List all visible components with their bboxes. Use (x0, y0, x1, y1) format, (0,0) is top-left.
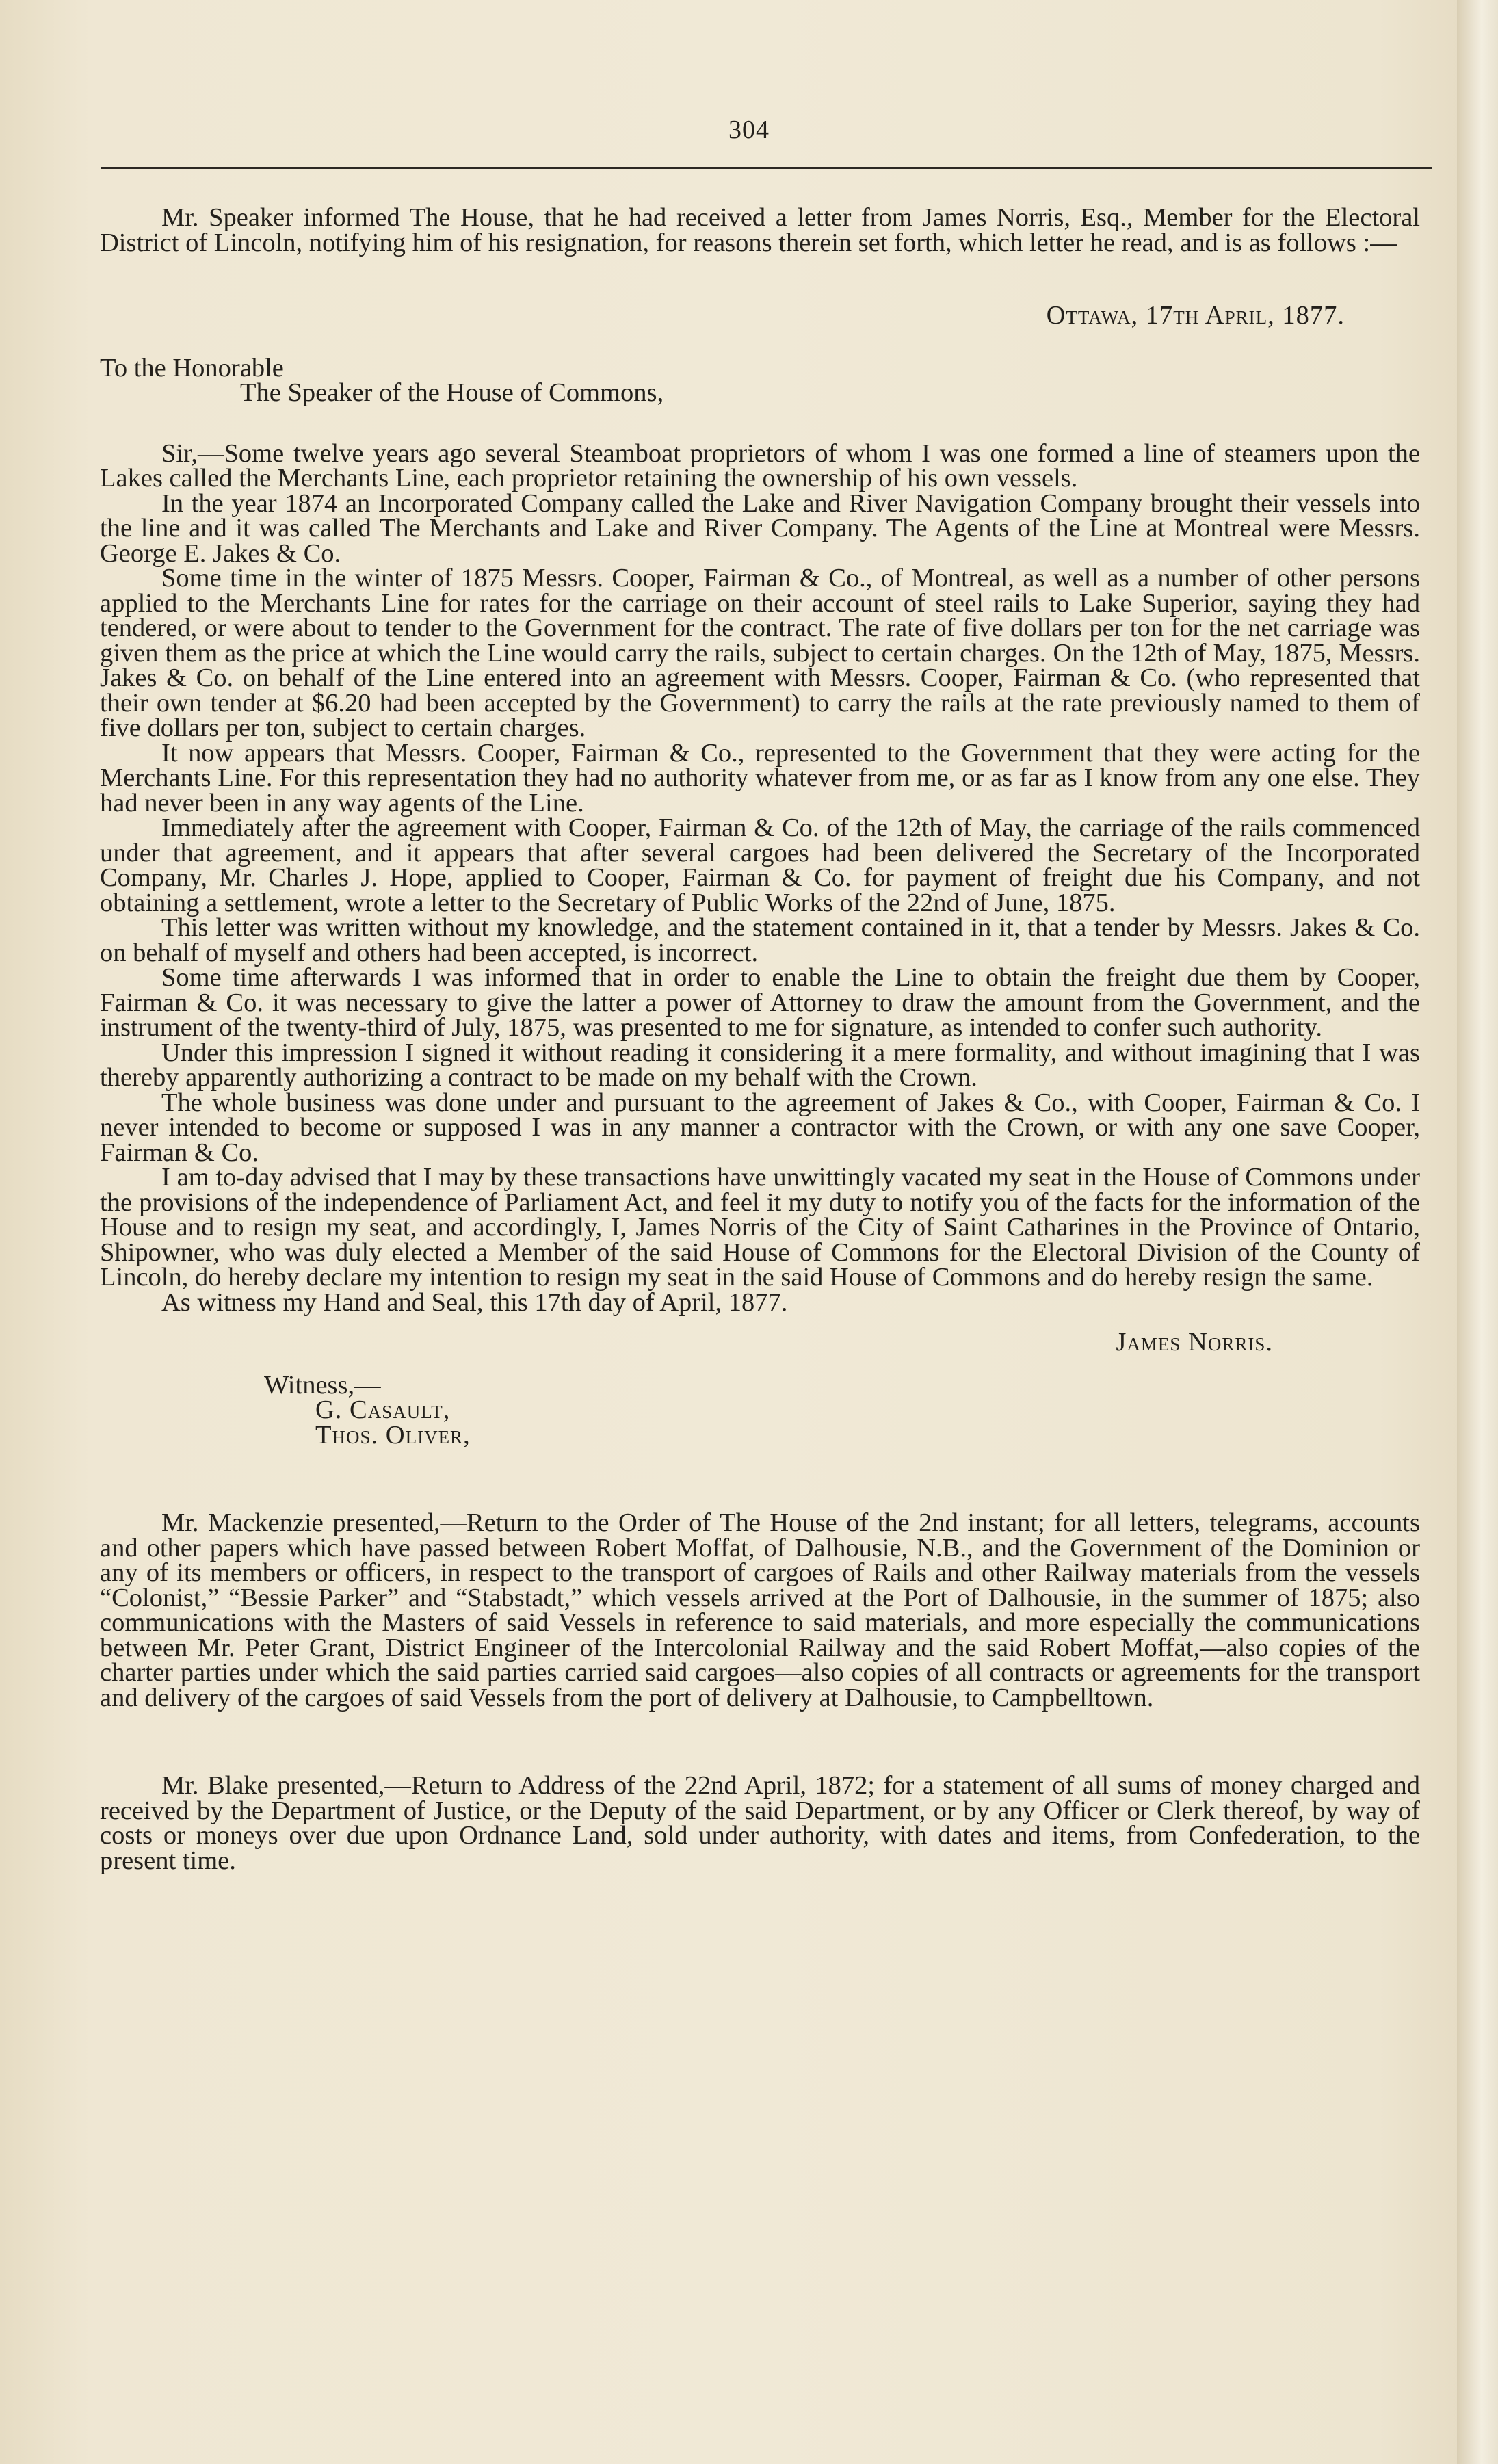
witness-name-2: Thos. Oliver, (315, 1420, 471, 1450)
salutation-line-1: To the Honorable (100, 353, 284, 382)
letter-paragraph-letter: This letter was written without my knowledge, and the statement contained in it, that a tender by Messrs. Jakes & Co. on behalf of myself and others had been accepted, is incorrect. (100, 913, 1420, 967)
letter-date: Ottawa, 17th April, 1877. (1046, 301, 1345, 330)
letter-paragraph-appears: It now appears that Messrs. Cooper, Fairman & Co., represented to the Government that they were acting for the Merchants Line. For this representation they had no authority whatever from me, or as far as I know from any one else. They had never been in any way agents of the Line. (100, 738, 1420, 817)
witness-name-1: G. Casault, (315, 1395, 451, 1424)
signature: James Norris. (1116, 1328, 1273, 1356)
letter-paragraph-1875: Some time in the winter of 1875 Messrs. Cooper, Fairman & Co., of Montreal, as well as a number of other persons applied to the Merchants Line for rates for the carriage on their account of steel rails to Lake Superior, saying they had tendered, or were about to tender to the Government for the contract. The rate of five dollars per ton for the net carriage was given them as the price at which the Line would carry the rails, subject to certain charges. On the 12th of May, 1875, Messrs. Jakes & Co. on behalf of the Line entered into an agreement with Messrs. Cooper, Fairman & Co. (who represented that their own tender at $6.20 had been accepted by the Government) to carry the rails at the rate previously named to them of five dollars per ton, subject to certain charges. (100, 564, 1420, 742)
letter-paragraph-1874: In the year 1874 an Incorporated Company called the Lake and River Navigation Company brought their vessels into the line and it was called The Merchants and Lake and River Company. The Agents of the Line at Montreal were Messrs. George E. Jakes & Co. (100, 488, 1420, 568)
letter-paragraph-advised: I am to-day advised that I may by these transactions have unwittingly vacated my seat in the House of Commons under the provisions of the independence of Parliament Act, and feel it my duty to notify you of the facts for the information of the House and to resign my seat, and accordingly, I, James Norris of the City of Saint Catharines in the Province of Ontario, Shipowner, who was duly elected a Member of the said House of Commons for the Electoral Division of the County of Lincoln, do hereby declare my intention to resign my seat in the said House of Commons and do hereby resign the same. (100, 1163, 1420, 1292)
letter-paragraph-sir: Sir,—Some twelve years ago several Steamboat proprietors of whom I was one formed a line of steamers upon the Lakes called the Merchants Line, each proprietor retaining the ownership of his own vessels. (100, 438, 1420, 493)
letter-paragraph-under: Under this impression I signed it without reading it considering it a mere formality, and without imagining that I was thereby apparently authorizing a contract to be made on my behalf with the Crown. (100, 1038, 1420, 1092)
mackenzie-return-paragraph: Mr. Mackenzie presented,—Return to the Order of The House of the 2nd instant; for all letters, telegrams, accounts and other papers which have passed between Robert Moffat, of Dalhousie, N.B., and the Government of the Dominion or any of its members or officers, in respect to the transport of cargoes of Rails and other Railway materials from the vessels “Colonist,” “Bessie Parker” and “Stabstadt,” which vessels arrived at the Port of Dalhousie, in the summer of 1875; also communications with the Masters of said Vessels in reference to said materials, and more especially the communications between Mr. Peter Grant, District Engineer of the Intercolonial Railway and the said Robert Moffat,—also copies of the charter parties under which the said parties carried said cargoes—also copies of all contracts or agreements for the transport and delivery of the cargoes of said Vessels from the port of delivery at Dalhousie, to Campbelltown. (100, 1508, 1420, 1712)
letter-paragraph-immediately: Immediately after the agreement with Cooper, Fairman & Co. of the 12th of May, the carriage of the rails commenced under that agreement, and it appears that after several cargoes had been delivered the Secretary of the Incorporated Company, Mr. Charles J. Hope, applied to Cooper, Fairman & Co. for payment of freight due his Company, and not obtaining a settlement, wrote a letter to the Secretary of Public Works of the 22nd of June, 1875. (100, 813, 1420, 917)
witness-label: Witness,— (264, 1370, 381, 1400)
blake-return-paragraph: Mr. Blake presented,—Return to Address of the 22nd April, 1872; for a statement of all sums of money charged and received by the Department of Justice, or the Deputy of the said Department, or by any Officer or Clerk thereof, by way of costs or moneys over due upon Ordnance Land, sold under authority, with dates and items, from Confederation, to the present time. (100, 1771, 1420, 1875)
speaker-intro-paragraph: Mr. Speaker informed The House, that he had received a letter from James Norris, Esq., Member for the Electoral District of Lincoln, notifying him of his resignation, for reasons therein set forth, which letter he read, and is as follows :— (100, 203, 1420, 257)
letter-paragraph-witness-hand: As witness my Hand and Seal, this 17th day of April, 1877. (161, 1287, 788, 1317)
salutation-line-2: The Speaker of the House of Commons, (240, 378, 664, 407)
document-body (100, 205, 1420, 1873)
letter-paragraph-whole: The whole business was done under and pursuant to the agreement of Jakes & Co., with Cooper, Fairman & Co. I never intended to become or supposed I was in any manner a contractor with the Crown, or with any one save Cooper, Fairman & Co. (100, 1088, 1420, 1167)
page-number: 304 (728, 116, 770, 144)
header-rule (101, 167, 1432, 176)
letter-paragraph-sometime: Some time afterwards I was informed that in order to enable the Line to obtain the freight due them by Cooper, Fairman & Co. it was necessary to give the latter a power of Attorney to draw the amount from the Government, and the instrument of the twenty-third of July, 1875, was presented to me for signature, as intended to confer such authority. (100, 963, 1420, 1042)
page-edge (1457, 0, 1498, 2464)
